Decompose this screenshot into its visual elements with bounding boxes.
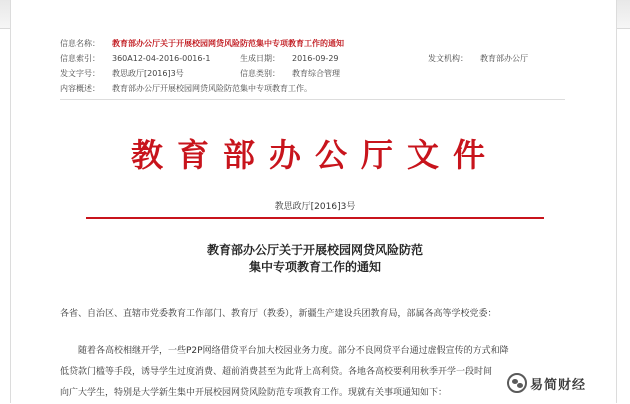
metadata-row-index <box>60 51 605 66</box>
date-label: 生成日期： <box>240 54 280 63</box>
info-index-value: 360A12-04-2016-0016-1 <box>112 54 211 63</box>
date-value: 2016-09-29 <box>292 54 339 63</box>
issuer-label: 发文机构： <box>428 54 468 63</box>
metadata-row-summary <box>60 81 605 96</box>
document-number: 教思政厅[2016]3号 <box>274 202 356 212</box>
wechat-icon <box>507 373 527 393</box>
notice-title <box>0 242 630 276</box>
document-header: 教育部办公厅文件 <box>130 136 499 174</box>
summary-label: 内容概述： <box>60 84 100 93</box>
metadata-row-docno <box>60 66 605 81</box>
category-value: 教育综合管理 <box>292 69 340 78</box>
info-index-label: 信息索引： <box>60 54 100 63</box>
issuer-value: 教育部办公厅 <box>480 54 528 63</box>
body-line: 随着各高校相继开学，一些P2P网络借贷平台加大校园业务力度。部分不良网贷平台通过虚假宣传的方式和降 <box>78 346 509 356</box>
category-label: 信息类别： <box>240 69 280 78</box>
doc-no-value: 教思政厅[2016]3号 <box>112 69 184 78</box>
info-name-value: 教育部办公厅关于开展校园网贷风险防范集中专项教育工作的通知 <box>112 39 344 48</box>
notice-title-line2: 集中专项教育工作的通知 <box>248 260 381 274</box>
metadata-table <box>60 36 605 96</box>
body-line: 向广大学生，特别是大学新生集中开展校园网贷风险防范专项教育工作。现就有关事项通知如下： <box>60 388 448 398</box>
info-name-label: 信息名称： <box>60 39 100 48</box>
body-line: 低贷款门槛等手段，诱导学生过度消费、超前消费甚至为此背上高利贷。各地各高校要利用秋季开学一段时间 <box>60 367 493 377</box>
metadata-divider <box>60 99 565 100</box>
notice-title-line1: 教育部办公厅关于开展校园网贷风险防范 <box>206 243 423 257</box>
watermark <box>505 372 590 394</box>
doc-no-label: 发文字号： <box>60 69 100 78</box>
metadata-row-name <box>60 36 605 51</box>
summary-value: 教育部办公厅开展校园网贷风险防范集中专项教育工作。 <box>112 84 312 93</box>
watermark-text: 易简财经 <box>530 377 587 393</box>
recipients: 各省、自治区、直辖市党委教育工作部门、教育厅（教委），新疆生产建设兵团教育局，部属各高等学校党委： <box>60 309 497 319</box>
red-divider <box>86 217 544 219</box>
